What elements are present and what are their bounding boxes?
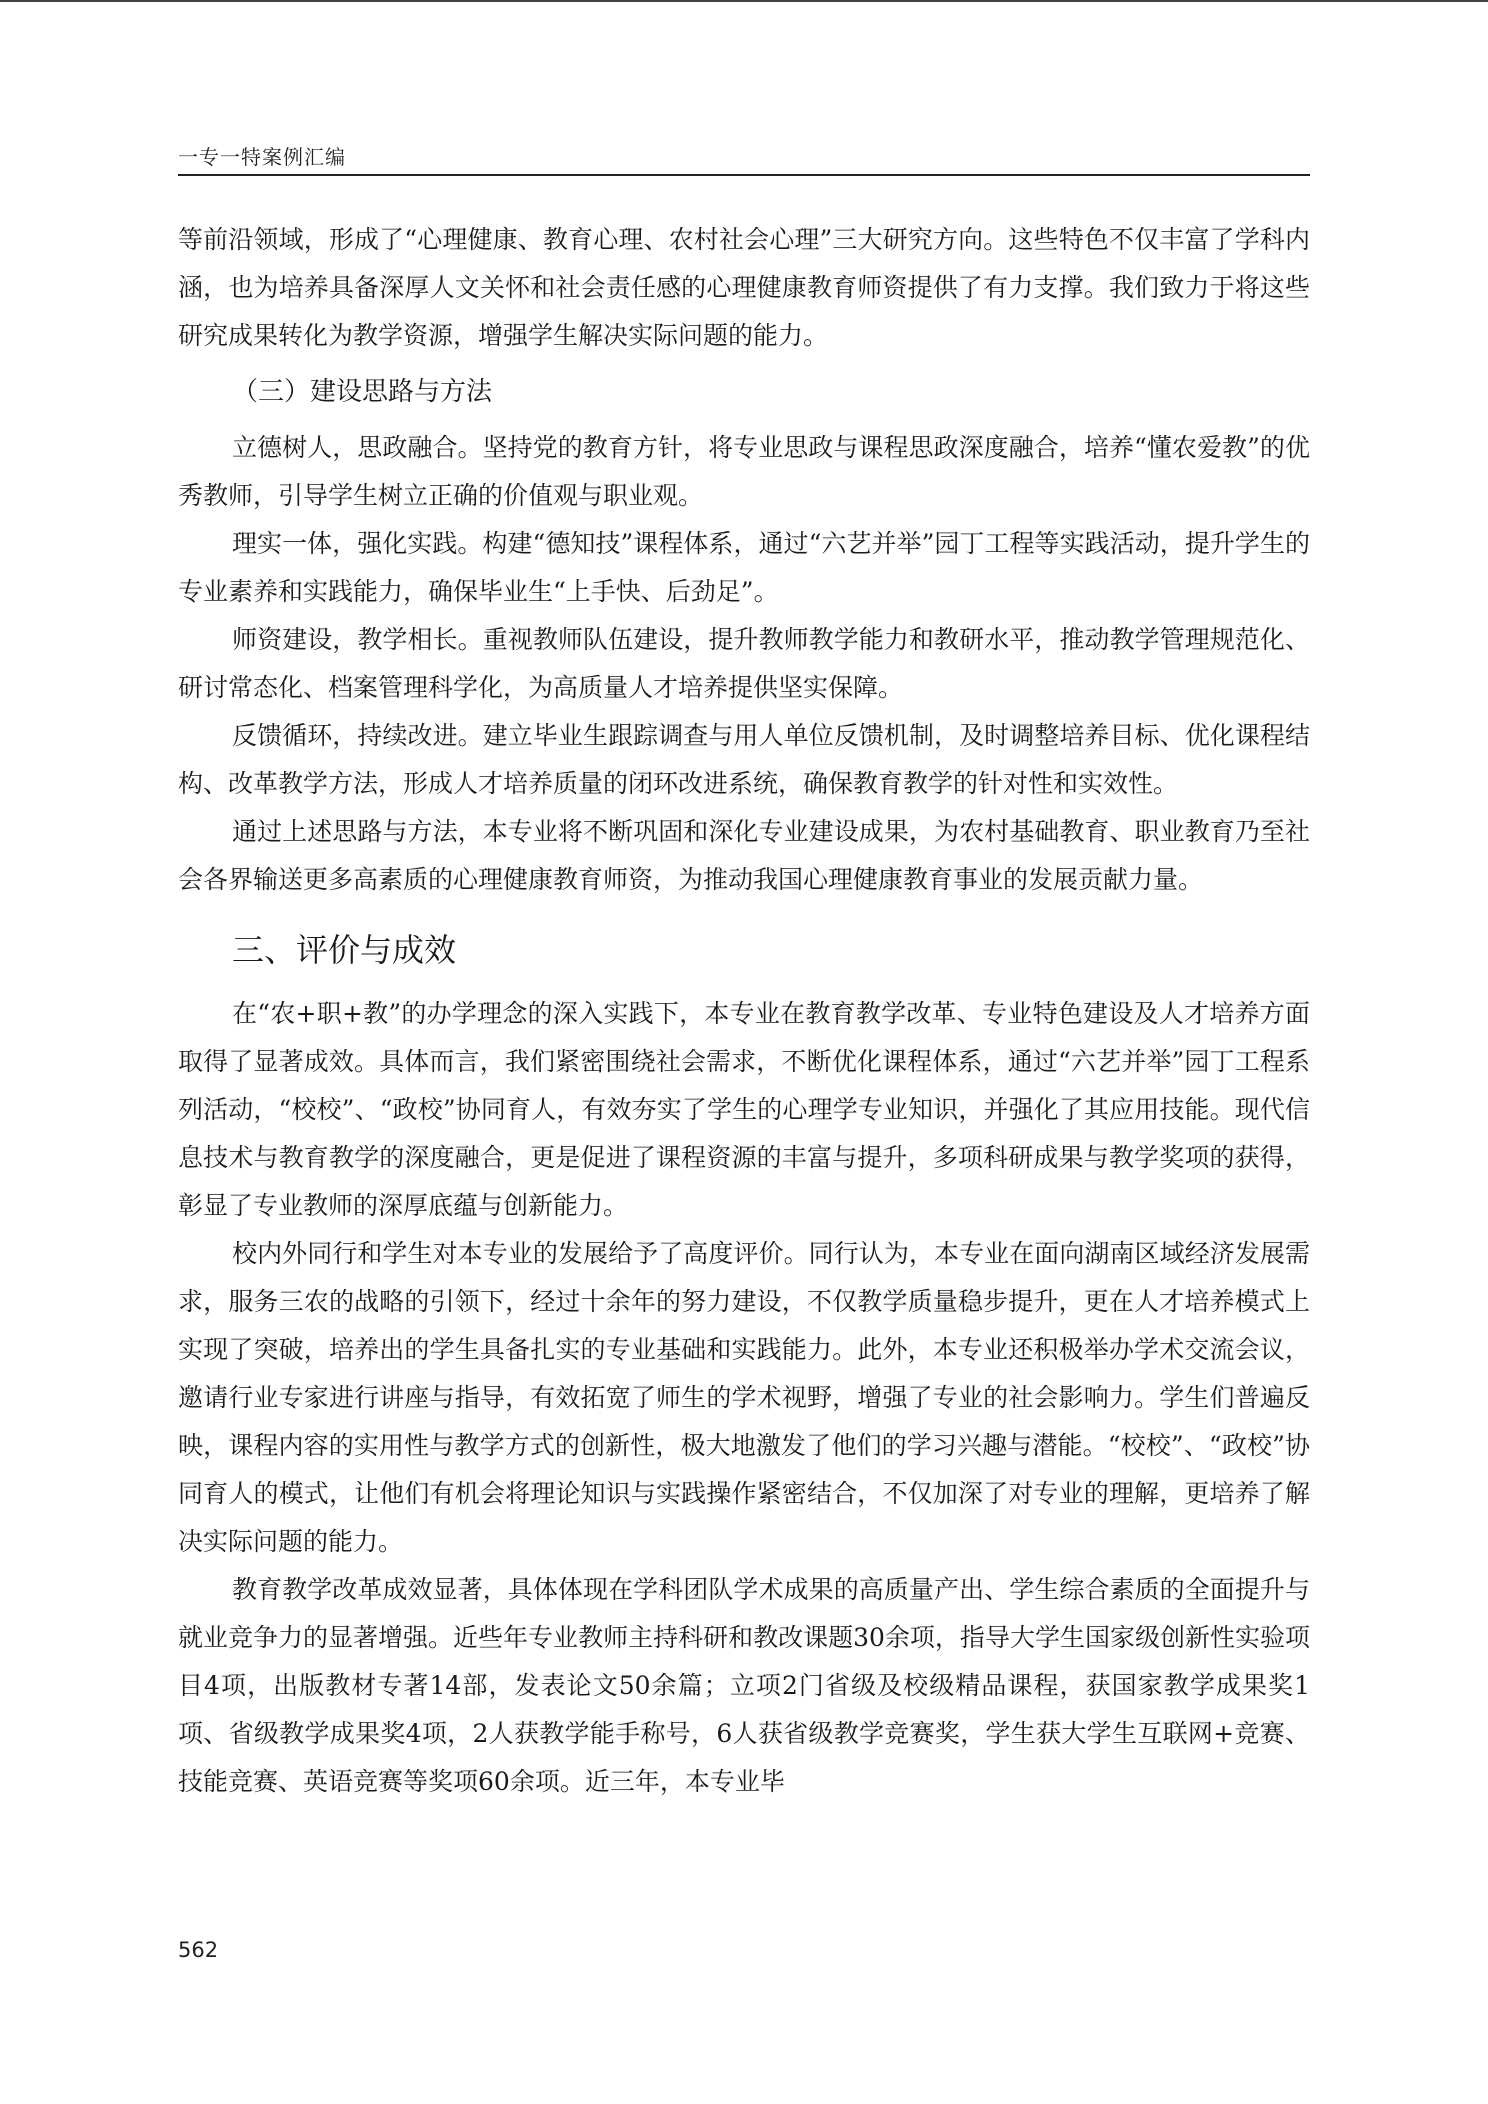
paragraph-feedback-loop: 反馈循环，持续改进。建立毕业生跟踪调查与用人单位反馈机制，及时调整培养目标、优化课程结构、改革教学方法，形成人才培养质量的闭环改进系统，确保教育教学的针对性和实效性。 [178, 721, 1310, 798]
paragraph-moral-education: 立德树人，思政融合。坚持党的教育方针，将专业思政与课程思政深度融合，培养“懂农爱教”的优秀教师，引导学生树立正确的价值观与职业观。 [178, 433, 1310, 510]
paragraph-faculty-building: 师资建设，教学相长。重视教师队伍建设，提升教师教学能力和教研水平，推动教学管理规范化、研讨常态化、档案管理科学化，为高质量人才培养提供坚实保障。 [178, 625, 1310, 702]
subheading-construction-approach: （三）建设思路与方法 [232, 377, 493, 407]
paragraph-reform-results: 教育教学改革成效显著，具体体现在学科团队学术成果的高质量产出、学生综合素质的全面提升与就业竞争力的显著增强。近些年专业教师主持科研和教改课题30余项，指导大学生国家级创新性实验项目4项，出版教材专著14部，发表论文50余篇；立项2门省级及校级精品课程，获国家教学成果奖1项、省级教学成果奖4项，2人获教学能手称号，6人获省级教学竞赛奖，学生获大学生互联网+竞赛、技能竞赛、英语竞赛等奖项60余项。近三年，本专业毕 [178, 1575, 1310, 1796]
running-header-title: 一专一特案例汇编 [178, 145, 346, 169]
paragraph-summary: 通过上述思路与方法，本专业将不断巩固和深化专业建设成果，为农村基础教育、职业教育乃至社会各界输送更多高素质的心理健康教育师资，为推动我国心理健康教育事业的发展贡献力量。 [178, 817, 1310, 894]
paragraph-continuation: 等前沿领域，形成了“心理健康、教育心理、农村社会心理”三大研究方向。这些特色不仅丰富了学科内涵，也为培养具备深厚人文关怀和社会责任感的心理健康教育师资提供了有力支撑。我们致力于将这些研究成果转化为教学资源，增强学生解决实际问题的能力。 [178, 225, 1310, 350]
paragraph-peer-evaluation: 校内外同行和学生对本专业的发展给予了高度评价。同行认为，本专业在面向湖南区域经济发展需求，服务三农的战略的引领下，经过十余年的努力建设，不仅教学质量稳步提升，更在人才培养模式上实现了突破，培养出的学生具备扎实的专业基础和实践能力。此外，本专业还积极举办学术交流会议，邀请行业专家进行讲座与指导，有效拓宽了师生的学术视野，增强了专业的社会影响力。学生们普遍反映，课程内容的实用性与教学方式的创新性，极大地激发了他们的学习兴趣与潜能。“校校”、“政校”协同育人的模式，让他们有机会将理论知识与实践操作紧密结合，不仅加深了对专业的理解，更培养了解决实际问题的能力。 [178, 1239, 1310, 1556]
page-body [178, 216, 1310, 1806]
section-heading-evaluation: 三、评价与成效 [232, 931, 457, 969]
running-header [178, 140, 1310, 176]
paragraph-achievements: 在“农+职+教”的办学理念的深入实践下，本专业在教育教学改革、专业特色建设及人才培养方面取得了显著成效。具体而言，我们紧密围绕社会需求，不断优化课程体系，通过“六艺并举”园丁工程系列活动，“校校”、“政校”协同育人，有效夯实了学生的心理学专业知识，并强化了其应用技能。现代信息技术与教育教学的深度融合，更是促进了课程资源的丰富与提升，多项科研成果与教学奖项的获得，彰显了专业教师的深厚底蕴与创新能力。 [178, 999, 1310, 1220]
paragraph-theory-practice: 理实一体，强化实践。构建“德知技”课程体系，通过“六艺并举”园丁工程等实践活动，提升学生的专业素养和实践能力，确保毕业生“上手快、后劲足”。 [178, 529, 1310, 606]
top-border-line [0, 0, 1488, 2]
page-number: 562 [178, 1938, 219, 1962]
